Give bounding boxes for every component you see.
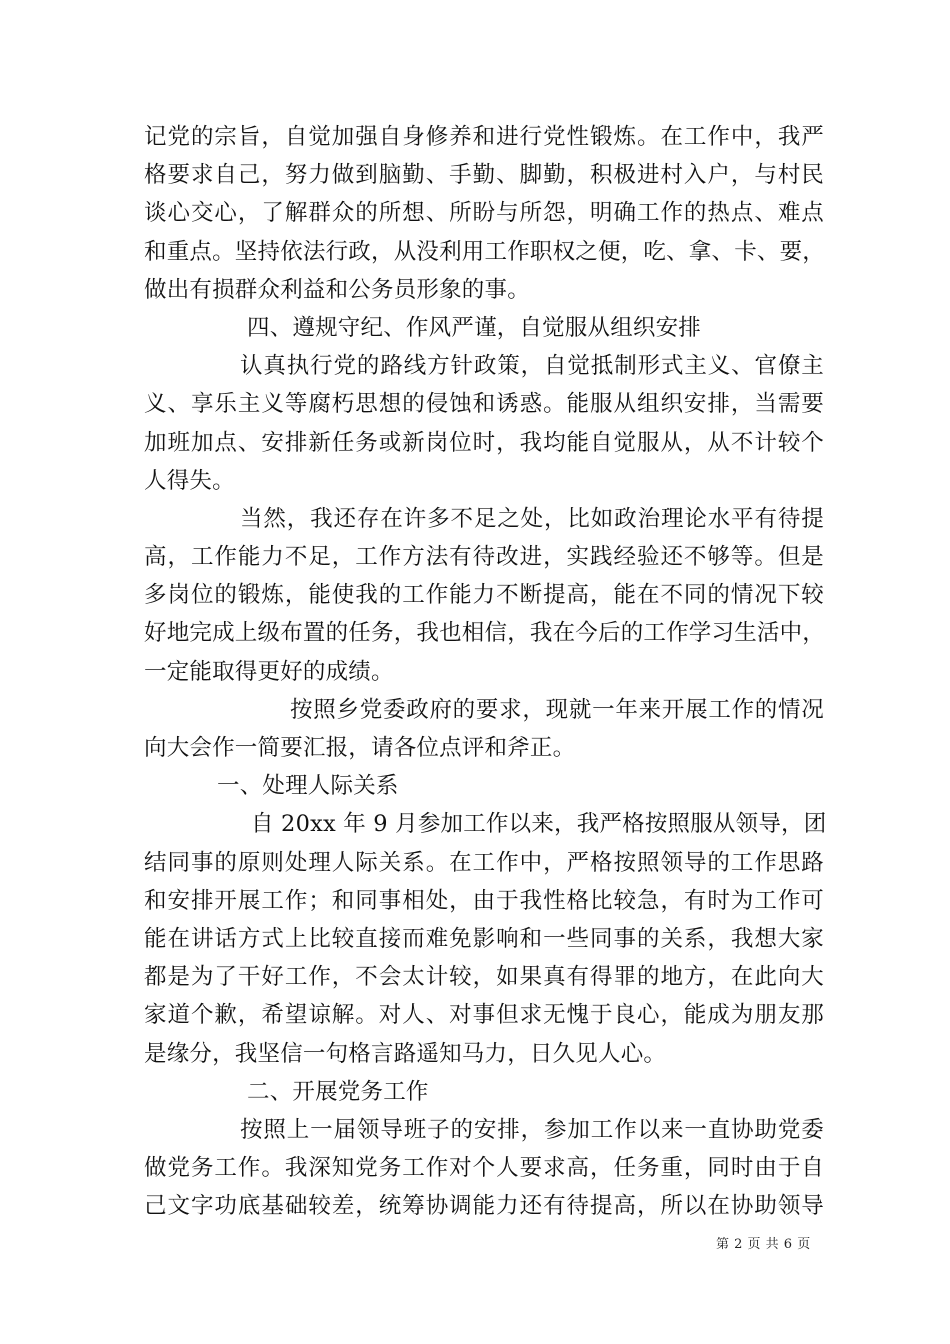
text-line: 向大会作一简要汇报，请各位点评和斧正。 bbox=[144, 735, 576, 761]
section-heading-1: 一、处理人际关系 bbox=[217, 773, 399, 800]
paragraph-start: 当然，我还存在许多不足之处，比如政治理论水平有待提 bbox=[240, 505, 824, 532]
text-line: 都是为了干好工作，不会太计较，如果真有得罪的地方，在此向大 bbox=[144, 964, 824, 991]
text-line: 高，工作能力不足，工作方法有待改进，实践经验还不够等。但是 bbox=[144, 544, 824, 571]
text-line: 做出有损群众利益和公务员形象的事。 bbox=[144, 276, 530, 303]
text-line: 谈心交心，了解群众的所想、所盼与所怨，明确工作的热点、难点 bbox=[144, 200, 824, 227]
text-line: 家道个歉，希望谅解。对人、对事但求无愧于良心，能成为朋友那 bbox=[144, 1002, 824, 1029]
paragraph-start: 按照上一届领导班子的安排，参加工作以来一直协助党委 bbox=[240, 1116, 824, 1143]
paragraph-start: 按照乡党委政府的要求，现就一年来开展工作的情况 bbox=[290, 696, 824, 723]
section-heading-2: 二、开展党务工作 bbox=[247, 1078, 429, 1105]
text-line: 和重点。坚持依法行政，从没利用工作职权之便，吃、拿、卡、要， bbox=[144, 238, 826, 265]
text-line: 己文字功底基础较差，统筹协调能力还有待提高，所以在协助领导 bbox=[144, 1193, 824, 1220]
page-number-footer: 第 2 页 共 6 页 bbox=[716, 1237, 811, 1252]
paragraph-start: 自 20xx 年 9 月参加工作以来，我严格按照服从领导，团 bbox=[251, 811, 827, 838]
section-heading-4: 四、遵规守纪、作风严谨，自觉服从组织安排 bbox=[247, 314, 702, 341]
text-line: 是缘分，我坚信一句格言路遥知马力，日久见人心。 bbox=[144, 1040, 667, 1067]
text-line: 加班加点、安排新任务或新岗位时，我均能自觉服从，从不计较个 bbox=[144, 429, 824, 456]
text-line: 结同事的原则处理人际关系。在工作中，严格按照领导的工作思路 bbox=[144, 849, 824, 876]
text-line: 好地完成上级布置的任务，我也相信，我在今后的工作学习生活中， bbox=[144, 620, 826, 647]
text-line: 人得失。 bbox=[144, 467, 235, 494]
text-line: 和安排开展工作；和同事相处，由于我性格比较急，有时为工作可 bbox=[144, 887, 824, 914]
text-line: 做党务工作。我深知党务工作对个人要求高，任务重，同时由于自 bbox=[144, 1155, 824, 1182]
paragraph-start: 认真执行党的路线方针政策，自觉抵制形式主义、官僚主 bbox=[240, 353, 824, 380]
text-line: 能在讲话方式上比较直接而难免影响和一些同事的关系，我想大家 bbox=[144, 925, 824, 952]
text-line: 一定能取得更好的成绩。 bbox=[144, 658, 394, 685]
text-line: 义、享乐主义等腐朽思想的侵蚀和诱惑。能服从组织安排，当需要 bbox=[144, 391, 824, 418]
text-line: 记党的宗旨，自觉加强自身修养和进行党性锻炼。在工作中，我严 bbox=[144, 124, 824, 150]
text-line: 多岗位的锻炼，能使我的工作能力不断提高，能在不同的情况下较 bbox=[144, 582, 824, 609]
text-line: 格要求自己，努力做到脑勤、手勤、脚勤，积极进村入户，与村民 bbox=[144, 162, 824, 189]
body-text bbox=[144, 118, 827, 1225]
